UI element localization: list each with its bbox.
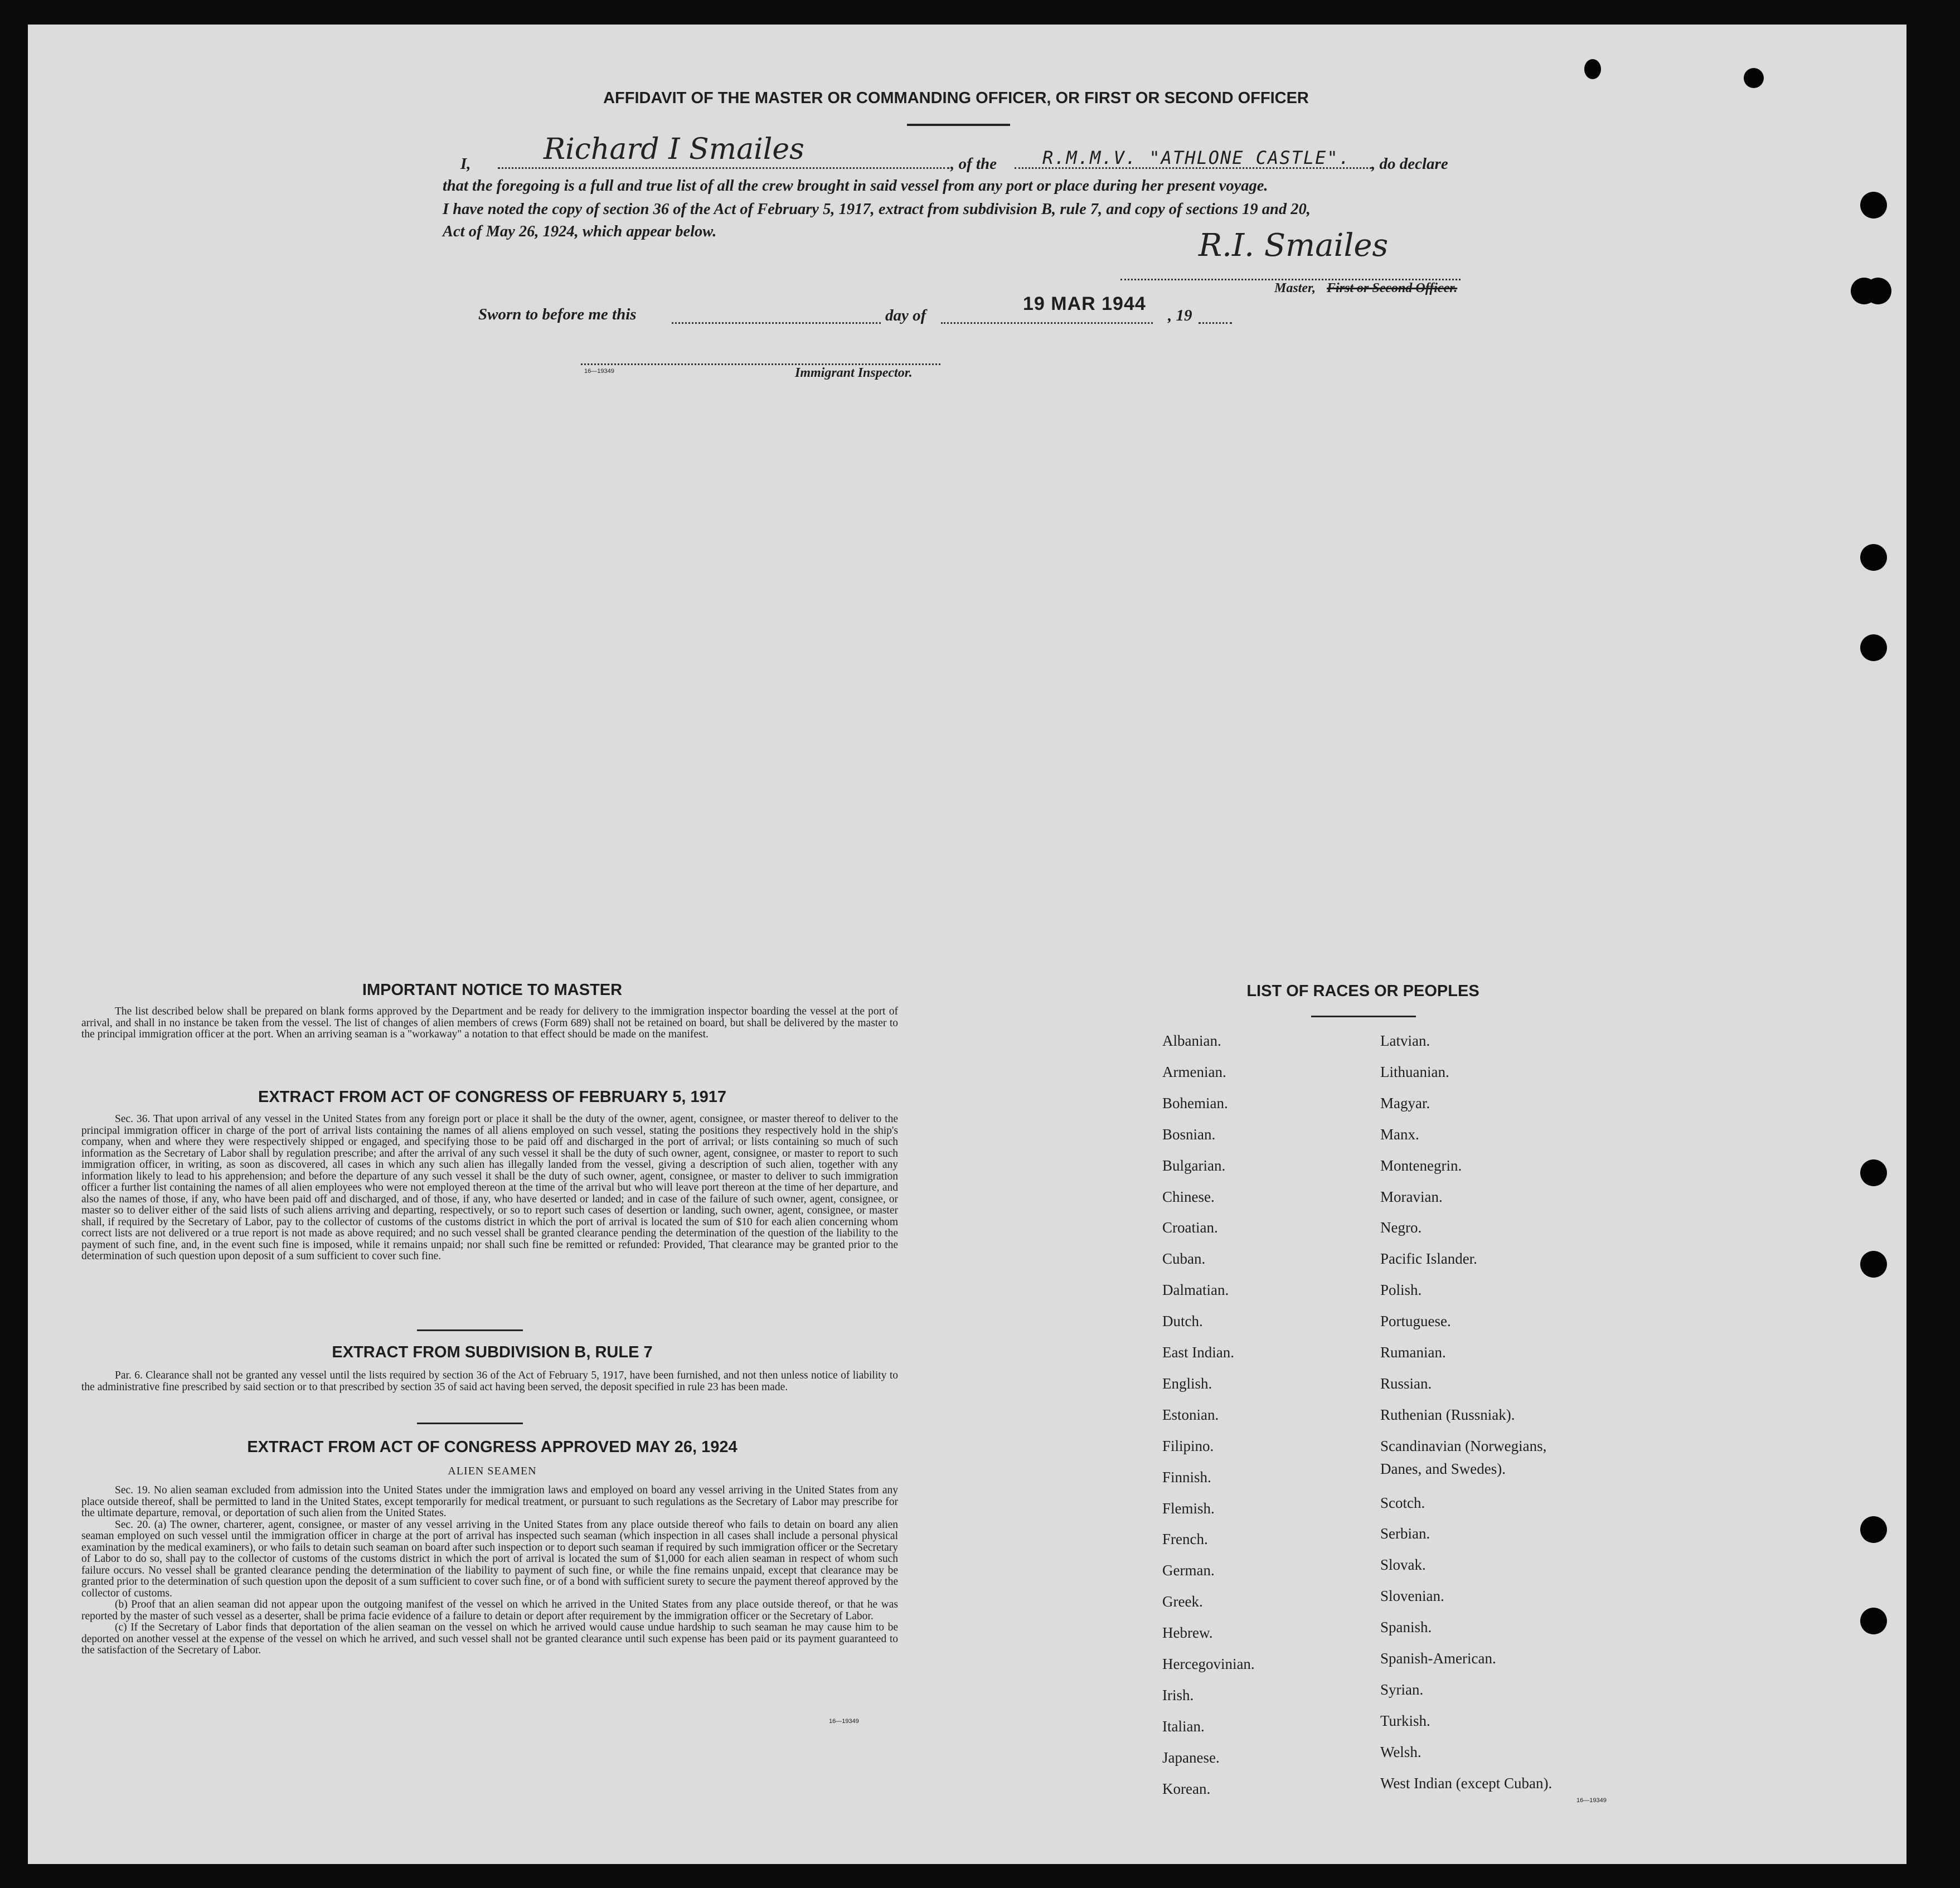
signature-line <box>1120 279 1461 280</box>
race-item: Greek. <box>1162 1593 1203 1610</box>
punch-hole <box>1860 192 1887 219</box>
race-item: Bosnian. <box>1162 1125 1216 1143</box>
form-number-top: 16—19349 <box>584 368 614 375</box>
extract-1917-title: EXTRACT FROM ACT OF CONGRESS OF FEBRUARY 5, 1917 <box>258 1088 727 1106</box>
race-item: Scandinavian (Norwegians, <box>1380 1437 1547 1454</box>
race-item: English. <box>1162 1375 1212 1392</box>
race-item: Spanish. <box>1380 1619 1432 1636</box>
race-item: Welsh. <box>1380 1743 1422 1760</box>
race-item: Flemish. <box>1162 1499 1215 1517</box>
race-item: Ruthenian (Russniak). <box>1380 1406 1515 1423</box>
signer-role-struck: First or Second Officer. <box>1327 281 1458 295</box>
race-item: Italian. <box>1162 1717 1205 1735</box>
sec-20a-paragraph: Sec. 20. (a) The owner, charterer, agent, consignee, or master of any vessel arriving in the United States from any place outside thereof who fails to detain on board any alien seaman employed on such vessel until the immigration officer in charge at the port of arrival has inspected such seaman (which inspection in all cases shall include a personal physical examination by the medical examiners), or who fails to detain such seaman on board after such inspection or to deport such seaman if required by such immigration officer or the Secretary of Labor to do so, shall pay to the collector of customs of the customs district in which the port of arrival is located the sum of $1,000 for each alien seaman in respect of whom such failure occurs. No vessel shall be granted clearance pending the determination of the liability to payment of such fine, or while the fine remains unpaid, except that clearance may be granted prior to the determination of such question upon the deposit of a sum sufficient to cover such fine, or of a bond with sufficient surety to secure the payment thereof approved by the collector of customs. <box>81 1518 898 1599</box>
signer-role: Master, <box>1274 281 1316 295</box>
affidavit-title: AFFIDAVIT OF THE MASTER OR COMMANDING OFFICER, OR FIRST OR SECOND OFFICER <box>603 89 1309 107</box>
sworn-label: Sworn to before me this <box>478 305 637 323</box>
punch-hole <box>1860 1608 1887 1634</box>
race-item: Slovenian. <box>1380 1588 1444 1605</box>
extract-1924-title: EXTRACT FROM ACT OF CONGRESS APPROVED MAY 26, 1924 <box>247 1438 738 1456</box>
race-item: Dutch. <box>1162 1313 1203 1330</box>
race-item: Bulgarian. <box>1162 1157 1226 1174</box>
declaration-line-4: Act of May 26, 1924, which appear below. <box>443 223 717 240</box>
master-signature: R.I. Smailes <box>1199 227 1389 264</box>
subdivision-b-text <box>81 1370 898 1393</box>
race-item: Syrian. <box>1380 1681 1424 1698</box>
year-label: , 19 <box>1168 307 1192 324</box>
form-number-bottom-right: 16—19349 <box>1576 1797 1607 1804</box>
race-item: French. <box>1162 1531 1208 1548</box>
race-item: Armenian. <box>1162 1063 1226 1080</box>
punch-hole <box>1865 278 1891 304</box>
race-item-scandinavian-cont: Danes, and Swedes). <box>1380 1460 1506 1477</box>
race-item: Cuban. <box>1162 1250 1206 1268</box>
race-item: Irish. <box>1162 1686 1194 1703</box>
race-item: Russian. <box>1380 1375 1432 1392</box>
races-divider <box>1311 1016 1416 1017</box>
name-line <box>498 167 949 169</box>
race-item: Moravian. <box>1380 1188 1443 1205</box>
race-item: East Indian. <box>1162 1344 1234 1361</box>
sec-36-paragraph: Sec. 36. That upon arrival of any vessel in the United States from any foreign port or place it shall be the duty of the owner, agent, consignee, or master thereof to deliver to the principal immigration officer in charge of the port of arrival lists containing the names of all aliens employed on such vessel, stating the positions they respectively hold in the ship's company, when and where they were respectively shipped or engaged, and specifying those to be paid off and discharged in the port of arrival; or lists containing so much of such information as the Secretary of Labor shall by regulation prescribe; and after the arrival of any such vessel it shall be the duty of such owner, agent, consignee, or master to report to such immigration officer, in writing, as soon as discovered, all cases in which any such alien has illegally landed from the vessel, giving a description of such alien, together with any information likely to lead to his apprehension; and before the departure of any such vessel it shall be the duty of such owner, agent, consignee, or master to deliver to such immigration officer a further list containing the names of all alien employees who were not employed thereon at the time of the arrival but who will leave port thereon at the time of her departure, and also the names of those, if any, who have been paid off and discharged, and of those, if any, who have deserted or landed; and in case of the failure of such owner, agent, consignee, or master so to deliver either of the said lists of such aliens arriving and departing, respectively, or so to report such cases of desertion or landing, such owner, agent, consignee, or master shall, if required by the Secretary of Labor, pay to the collector of customs of the customs district in which the port of arrival is located the sum of $10 for each alien concerning whom correct lists are not delivered or a true report is not made as above required; and no such vessel shall be granted clearance pending the determination of the question of the liability to the payment of such fine, and, in the event such fine is imposed, while it remains unpaid; nor shall such fine be remitted or refunded: Provided, That clearance may be granted prior to the determination of such question upon deposit of a sum sufficient to cover such fine. <box>81 1113 898 1262</box>
inspector-line <box>581 363 940 365</box>
of-the-label: , of the <box>950 155 997 173</box>
race-item: Lithuanian. <box>1380 1063 1449 1080</box>
race-item: Montenegrin. <box>1380 1157 1462 1174</box>
race-item: Serbian. <box>1380 1525 1430 1542</box>
inspector-label: Immigrant Inspector. <box>795 366 913 380</box>
race-item: Estonian. <box>1162 1406 1219 1423</box>
sworn-day-line <box>672 322 881 324</box>
alien-seamen-subtitle: ALIEN SEAMEN <box>448 1465 537 1477</box>
date-stamp: 19 MAR 1944 <box>1023 293 1146 314</box>
race-item: Korean. <box>1162 1780 1211 1797</box>
notice-paragraph: The list described below shall be prepared on blank forms approved by the Department and be ready for delivery to the immigration inspector boarding the vessel at the port of arrival, and shall in no instance be taken from the vessel. The list of changes of alien members of crews (Form 689) shall not be retained on board, but shall be delivered by the master to the principal immigration officer at the port. When an arriving seaman is a "workaway" a notation to that effect should be made on the manifest. <box>81 1006 898 1040</box>
sec-19-paragraph: Sec. 19. No alien seaman excluded from admission into the United States under the immigration laws and employed on board any vessel arriving in the United States from any place outside thereof, shall be permitted to land in the United States, except temporarily for medical treatment, or pursuant to such regulations as the Secretary of Labor may prescribe for the ultimate departure, removal, or deportation of such alien from the United States. <box>81 1484 898 1519</box>
race-item: Slovak. <box>1380 1556 1426 1574</box>
race-item: Finnish. <box>1162 1468 1211 1486</box>
race-item: Scotch. <box>1380 1494 1425 1511</box>
race-item: Dalmatian. <box>1162 1282 1229 1299</box>
race-item: Filipino. <box>1162 1437 1214 1454</box>
section-divider <box>417 1423 523 1424</box>
par-6-paragraph: Par. 6. Clearance shall not be granted any vessel until the lists required by section 36 of the Act of February 5, 1917, have been furnished, and not then unless notice of liability to the administrative fine prescribed by said section or to that prescribed by section 35 of said act having been served, the deposit specified in rule 23 has been made. <box>81 1370 898 1393</box>
ink-blot <box>1584 59 1601 79</box>
punch-hole <box>1860 1251 1887 1278</box>
year-line <box>1199 322 1232 324</box>
sec-20b-paragraph: (b) Proof that an alien seaman did not appear upon the outgoing manifest of the vessel on which he arrived in the United States from any place outside thereof, or that he was reported by the master of such vessel as a deserter, shall be prima facie evidence of a failure to detain or deport after requirement by the immigration officer or the Secretary of Labor. <box>81 1599 898 1622</box>
subdivision-b-title: EXTRACT FROM SUBDIVISION B, RULE 7 <box>332 1343 653 1361</box>
punch-hole <box>1860 1159 1887 1186</box>
race-item: Chinese. <box>1162 1188 1215 1205</box>
race-item: Magyar. <box>1380 1094 1430 1112</box>
race-item: Negro. <box>1380 1219 1422 1236</box>
race-item: Portuguese. <box>1380 1313 1451 1330</box>
extract-1917-text <box>81 1114 898 1263</box>
race-item: Latvian. <box>1380 1032 1430 1049</box>
form-number-bottom-left: 16—19349 <box>829 1718 859 1725</box>
notice-title: IMPORTANT NOTICE TO MASTER <box>362 981 623 999</box>
race-item: Hebrew. <box>1162 1624 1213 1642</box>
vessel-name: R.M.M.V. "ATHLONE CASTLE". <box>1042 147 1351 168</box>
sworn-month-line <box>941 322 1153 324</box>
race-item: Turkish. <box>1380 1712 1430 1729</box>
race-item: Bohemian. <box>1162 1094 1228 1112</box>
do-declare-label: , do declare <box>1371 155 1448 173</box>
declaration-line-2: that the foregoing is a full and true list of all the crew brought in said vessel from any port or place during her present voyage. <box>443 177 1268 195</box>
declaration-line-3: I have noted the copy of section 36 of the Act of February 5, 1917, extract from subdivision B, rule 7, and copy of sections 19 and 20, <box>443 201 1311 218</box>
section-divider <box>417 1329 523 1331</box>
race-item: Japanese. <box>1162 1749 1220 1766</box>
day-of-label: day of <box>885 307 926 324</box>
punch-hole <box>1860 1516 1887 1543</box>
punch-hole <box>1860 544 1887 571</box>
race-item: Croatian. <box>1162 1219 1218 1236</box>
declarant-name: Richard I Smailes <box>544 133 804 166</box>
punch-hole <box>1860 634 1887 661</box>
races-title: LIST OF RACES OR PEOPLES <box>1246 982 1479 1000</box>
race-item: German. <box>1162 1562 1215 1579</box>
race-item: Rumanian. <box>1380 1344 1446 1361</box>
ink-blot <box>1744 68 1764 88</box>
race-item: Pacific Islander. <box>1380 1250 1477 1268</box>
sec-20c-paragraph: (c) If the Secretary of Labor finds that deportation of the alien seaman on the vessel on which he arrived would cause undue hardship to such seaman he may cause him to be deported on another vessel at the expense of the vessel on which he arrived, and such vessel shall not be granted clearance until such expense has been paid or its payment guaranteed to the satisfaction of the Secretary of Labor. <box>81 1622 898 1656</box>
race-item: Manx. <box>1380 1125 1419 1143</box>
race-item: West Indian (except Cuban). <box>1380 1774 1553 1792</box>
notice-text <box>81 1006 898 1041</box>
race-item: Albanian. <box>1162 1032 1221 1049</box>
declarant-i: I, <box>460 155 471 173</box>
race-item: Spanish-American. <box>1380 1650 1496 1667</box>
title-divider <box>907 124 1010 126</box>
race-item: Hercegovinian. <box>1162 1656 1255 1672</box>
race-item: Polish. <box>1380 1282 1422 1299</box>
extract-1924-text <box>81 1485 898 1657</box>
